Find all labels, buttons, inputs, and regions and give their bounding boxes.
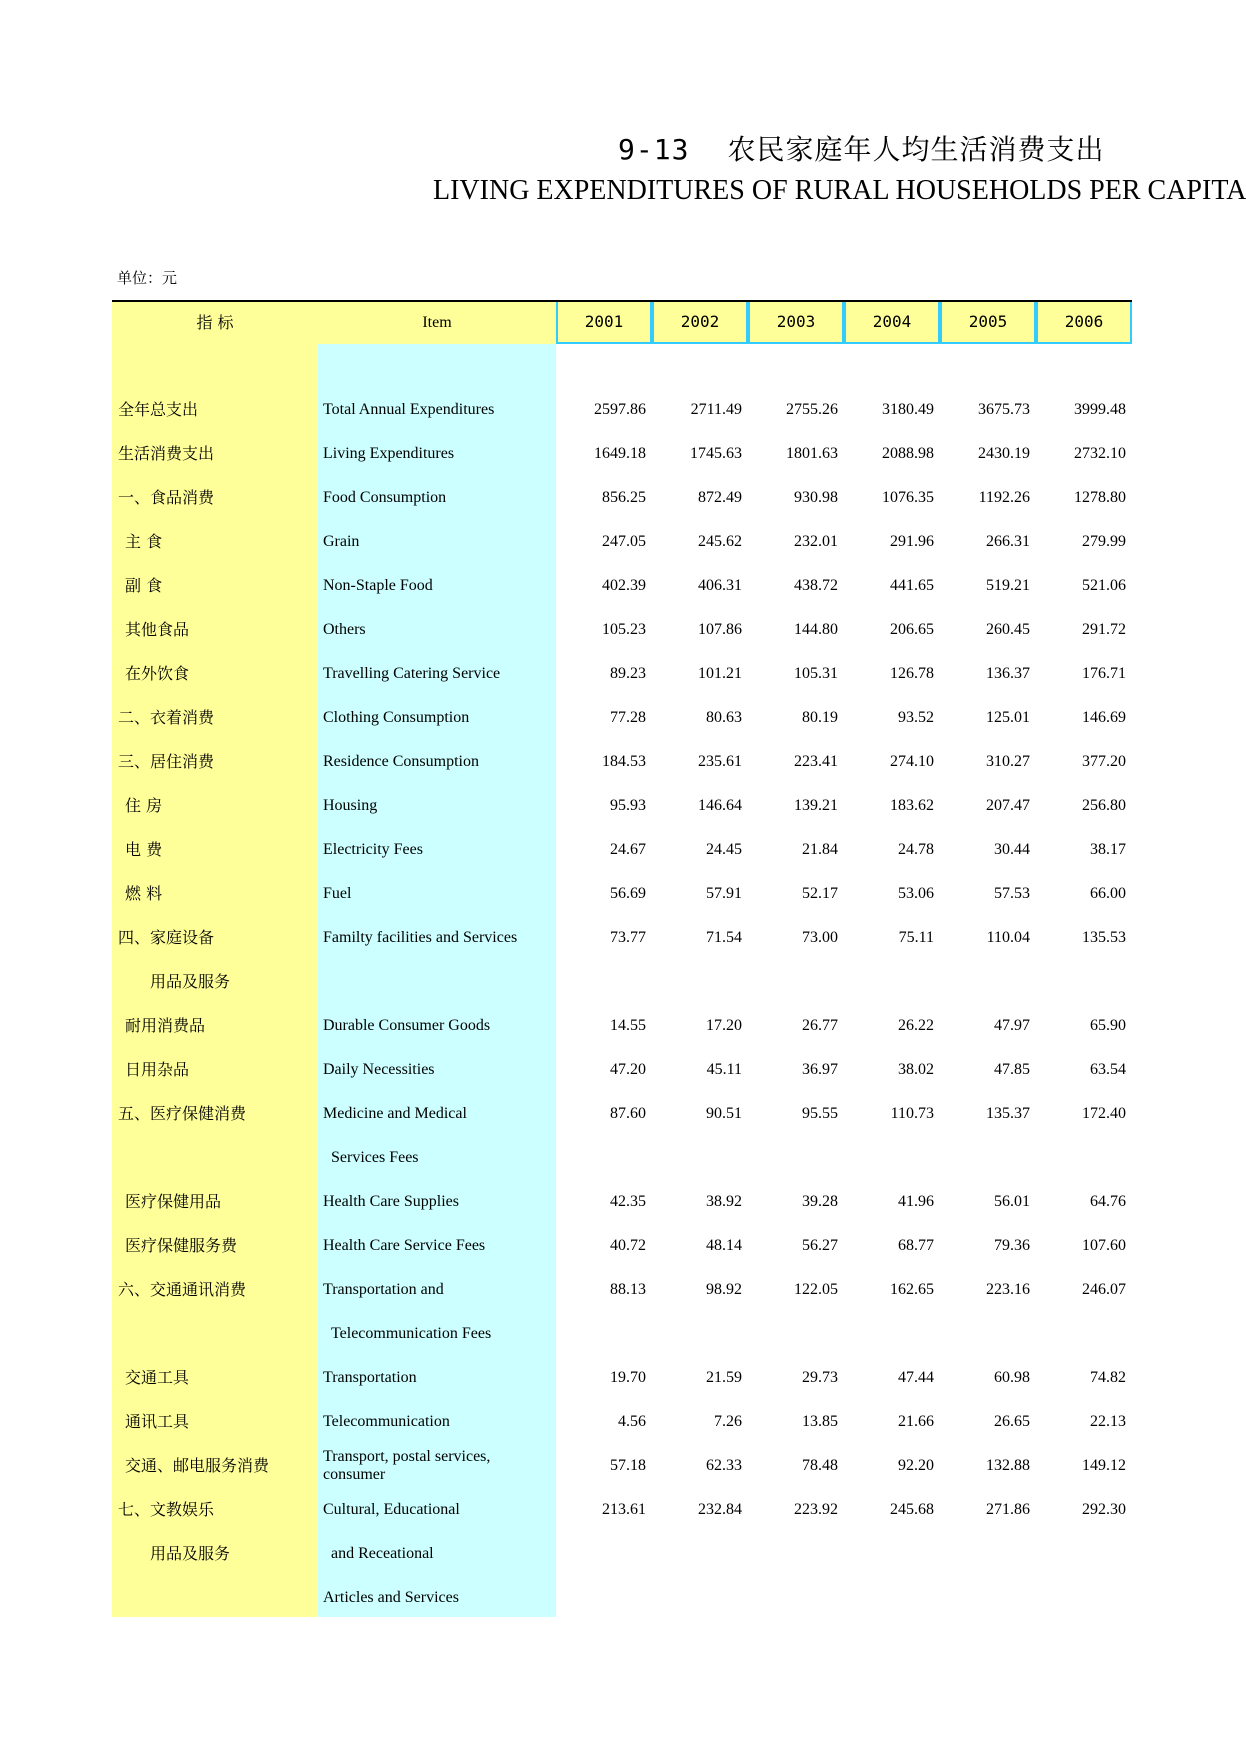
header-indicator: 指 标 xyxy=(196,313,234,332)
value-cell: 56.69 xyxy=(610,885,646,902)
row-label-english: Articles and Services xyxy=(323,1589,459,1606)
value-cell: 1745.63 xyxy=(690,445,742,462)
value-cell: 521.06 xyxy=(1082,577,1126,594)
value-cell: 441.65 xyxy=(890,577,934,594)
row-label-chinese: 医疗保健服务费 xyxy=(125,1236,238,1255)
value-cell: 48.14 xyxy=(706,1237,742,1254)
value-cell: 24.45 xyxy=(706,841,742,858)
table-row xyxy=(112,828,1132,872)
table-row xyxy=(112,740,1132,784)
value-cell: 125.01 xyxy=(986,709,1030,726)
table-row xyxy=(112,1180,1132,1224)
value-cell: 2430.19 xyxy=(978,445,1030,462)
value-cell: 73.00 xyxy=(802,929,838,946)
value-cell: 183.62 xyxy=(890,797,934,814)
row-label-chinese: 电 费 xyxy=(125,840,163,859)
value-cell: 406.31 xyxy=(698,577,742,594)
value-cell: 47.85 xyxy=(994,1061,1030,1078)
value-cell: 107.86 xyxy=(698,621,742,638)
row-label-chinese: 交通工具 xyxy=(125,1368,190,1387)
value-cell: 176.71 xyxy=(1082,665,1126,682)
value-cell: 65.90 xyxy=(1090,1017,1126,1034)
value-cell: 21.59 xyxy=(706,1369,742,1386)
row-label-english: Daily Necessities xyxy=(323,1061,435,1078)
value-cell: 3180.49 xyxy=(882,401,934,418)
value-cell: 245.68 xyxy=(890,1501,934,1518)
value-cell: 402.39 xyxy=(602,577,646,594)
value-cell: 149.12 xyxy=(1082,1457,1126,1474)
row-label-english: Electricity Fees xyxy=(323,841,423,858)
header-item: Item xyxy=(422,314,452,331)
value-cell: 95.55 xyxy=(802,1105,838,1122)
header-year: 2004 xyxy=(844,302,940,344)
row-label-chinese: 在外饮食 xyxy=(125,664,190,683)
table-row xyxy=(112,564,1132,608)
value-cell: 162.65 xyxy=(890,1281,934,1298)
value-cell: 71.54 xyxy=(706,929,742,946)
row-label-chinese: 二、衣着消费 xyxy=(118,708,215,727)
value-cell: 30.44 xyxy=(994,841,1030,858)
row-label-english: Telecommunication Fees xyxy=(331,1325,492,1342)
value-cell: 77.28 xyxy=(610,709,646,726)
value-cell: 63.54 xyxy=(1090,1061,1126,1078)
row-label-english: Food Consumption xyxy=(323,489,447,506)
table-row xyxy=(112,1356,1132,1400)
row-label-chinese: 全年总支出 xyxy=(118,400,199,419)
value-cell: 88.13 xyxy=(610,1281,646,1298)
value-cell: 87.60 xyxy=(610,1105,646,1122)
value-cell: 2755.26 xyxy=(786,401,838,418)
value-cell: 136.37 xyxy=(986,665,1030,682)
table-row xyxy=(112,1136,1132,1180)
page-title-english: LIVING EXPENDITURES OF RURAL HOUSEHOLDS PER CAPITA xyxy=(433,175,1246,206)
row-label-chinese: 四、家庭设备 xyxy=(118,928,215,947)
row-label-english: Familty facilities and Services xyxy=(323,929,518,946)
row-label-chinese: 一、食品消费 xyxy=(118,488,215,507)
value-cell: 122.05 xyxy=(794,1281,838,1298)
row-label-chinese: 六、交通通讯消费 xyxy=(118,1280,247,1299)
value-cell: 146.69 xyxy=(1082,709,1126,726)
value-cell: 53.06 xyxy=(898,885,934,902)
value-cell: 206.65 xyxy=(890,621,934,638)
value-cell: 146.64 xyxy=(698,797,742,814)
value-cell: 29.73 xyxy=(802,1369,838,1386)
value-cell: 144.80 xyxy=(794,621,838,638)
value-cell: 291.96 xyxy=(890,533,934,550)
value-cell: 105.23 xyxy=(602,621,646,638)
header-year: 2003 xyxy=(748,302,844,344)
row-label-chinese: 主 食 xyxy=(125,532,163,551)
header-year: 2001 xyxy=(556,302,652,344)
value-cell: 256.80 xyxy=(1082,797,1126,814)
table-row xyxy=(112,872,1132,916)
value-cell: 41.96 xyxy=(898,1193,934,1210)
row-label-chinese: 其他食品 xyxy=(125,620,190,639)
table-row xyxy=(112,916,1132,960)
title-chinese-text: 农民家庭年人均生活消费支出 xyxy=(727,133,1105,166)
row-label-chinese: 耐用消费品 xyxy=(125,1016,206,1035)
value-cell: 291.72 xyxy=(1082,621,1126,638)
value-cell: 24.67 xyxy=(610,841,646,858)
value-cell: 235.61 xyxy=(698,753,742,770)
table-row xyxy=(112,1268,1132,1312)
table-row xyxy=(112,1048,1132,1092)
row-label-chinese: 住 房 xyxy=(125,796,163,815)
value-cell: 74.82 xyxy=(1090,1369,1126,1386)
value-cell: 13.85 xyxy=(802,1413,838,1430)
value-cell: 4.56 xyxy=(618,1413,646,1430)
value-cell: 213.61 xyxy=(602,1501,646,1518)
value-cell: 1076.35 xyxy=(882,489,934,506)
row-label-english: Telecommunication xyxy=(323,1413,450,1430)
value-cell: 47.97 xyxy=(994,1017,1030,1034)
value-cell: 135.37 xyxy=(986,1105,1030,1122)
value-cell: 2088.98 xyxy=(882,445,934,462)
value-cell: 2597.86 xyxy=(594,401,646,418)
value-cell: 2732.10 xyxy=(1074,445,1126,462)
value-cell: 21.84 xyxy=(802,841,838,858)
value-cell: 184.53 xyxy=(602,753,646,770)
row-label-english: Durable Consumer Goods xyxy=(323,1017,491,1034)
row-label-english: Grain xyxy=(323,533,360,550)
value-cell: 856.25 xyxy=(602,489,646,506)
value-cell: 62.33 xyxy=(706,1457,742,1474)
value-cell: 1649.18 xyxy=(594,445,646,462)
row-label-english: Transport, postal services, consumer xyxy=(323,1448,491,1483)
value-cell: 246.07 xyxy=(1082,1281,1126,1298)
table-row xyxy=(112,960,1132,1004)
value-cell: 135.53 xyxy=(1082,929,1126,946)
value-cell: 39.28 xyxy=(802,1193,838,1210)
row-label-chinese: 三、居住消费 xyxy=(118,752,215,771)
table-row xyxy=(112,784,1132,828)
unit-label: 单位：元 xyxy=(117,269,178,287)
table-number: 9-13 xyxy=(618,133,690,166)
value-cell: 57.18 xyxy=(610,1457,646,1474)
table-row xyxy=(112,1004,1132,1048)
value-cell: 232.01 xyxy=(794,533,838,550)
table-row xyxy=(112,1532,1132,1576)
value-cell: 232.84 xyxy=(698,1501,742,1518)
value-cell: 245.62 xyxy=(698,533,742,550)
table-row xyxy=(112,1444,1132,1488)
row-label-english: Residence Consumption xyxy=(323,753,479,770)
value-cell: 247.05 xyxy=(602,533,646,550)
value-cell: 93.52 xyxy=(898,709,934,726)
value-cell: 17.20 xyxy=(706,1017,742,1034)
value-cell: 66.00 xyxy=(1090,885,1126,902)
table-row xyxy=(112,432,1132,476)
value-cell: 260.45 xyxy=(986,621,1030,638)
value-cell: 79.36 xyxy=(994,1237,1030,1254)
row-label-english: Medicine and Medical xyxy=(323,1105,467,1122)
value-cell: 2711.49 xyxy=(690,401,742,418)
value-cell: 101.21 xyxy=(698,665,742,682)
value-cell: 223.16 xyxy=(986,1281,1030,1298)
row-label-english: Housing xyxy=(323,797,378,814)
value-cell: 26.77 xyxy=(802,1017,838,1034)
row-label-english: Living Expenditures xyxy=(323,445,455,462)
value-cell: 310.27 xyxy=(986,753,1030,770)
value-cell: 438.72 xyxy=(794,577,838,594)
value-cell: 68.77 xyxy=(898,1237,934,1254)
table-row xyxy=(112,652,1132,696)
row-label-english: Services Fees xyxy=(331,1149,419,1166)
value-cell: 47.44 xyxy=(898,1369,934,1386)
value-cell: 930.98 xyxy=(794,489,838,506)
table-row xyxy=(112,1092,1132,1136)
value-cell: 1278.80 xyxy=(1074,489,1126,506)
value-cell: 7.26 xyxy=(714,1413,742,1430)
value-cell: 52.17 xyxy=(802,885,838,902)
row-label-english: Fuel xyxy=(323,885,352,902)
value-cell: 56.01 xyxy=(994,1193,1030,1210)
value-cell: 38.02 xyxy=(898,1061,934,1078)
value-cell: 110.04 xyxy=(986,929,1030,946)
value-cell: 377.20 xyxy=(1082,753,1126,770)
value-cell: 26.22 xyxy=(898,1017,934,1034)
value-cell: 519.21 xyxy=(986,577,1030,594)
row-label-chinese: 用品及服务 xyxy=(150,1544,231,1563)
value-cell: 271.86 xyxy=(986,1501,1030,1518)
value-cell: 3675.73 xyxy=(978,401,1030,418)
value-cell: 38.17 xyxy=(1090,841,1126,858)
value-cell: 95.93 xyxy=(610,797,646,814)
table-row xyxy=(112,1576,1132,1620)
table-row xyxy=(112,1400,1132,1444)
value-cell: 47.20 xyxy=(610,1061,646,1078)
row-label-english: Health Care Supplies xyxy=(323,1193,459,1210)
value-cell: 279.99 xyxy=(1082,533,1126,550)
value-cell: 21.66 xyxy=(898,1413,934,1430)
value-cell: 57.53 xyxy=(994,885,1030,902)
value-cell: 274.10 xyxy=(890,753,934,770)
table-row xyxy=(112,1488,1132,1532)
row-label-english: and Receational xyxy=(331,1545,434,1562)
value-cell: 107.60 xyxy=(1082,1237,1126,1254)
row-label-english: Others xyxy=(323,621,366,638)
value-cell: 42.35 xyxy=(610,1193,646,1210)
value-cell: 14.55 xyxy=(610,1017,646,1034)
row-label-english: Non-Staple Food xyxy=(323,577,433,594)
row-label-english: Total Annual Expenditures xyxy=(323,401,495,418)
row-label-chinese: 副 食 xyxy=(125,576,163,595)
row-label-english: Transportation xyxy=(323,1369,417,1386)
value-cell: 60.98 xyxy=(994,1369,1030,1386)
row-label-english: Health Care Service Fees xyxy=(323,1237,486,1254)
table-row xyxy=(112,1224,1132,1268)
row-label-english: Travelling Catering Service xyxy=(323,665,501,682)
value-cell: 139.21 xyxy=(794,797,838,814)
row-label-chinese: 日用杂品 xyxy=(125,1060,190,1079)
value-cell: 56.27 xyxy=(802,1237,838,1254)
header-year: 2005 xyxy=(940,302,1036,344)
row-label-chinese: 生活消费支出 xyxy=(118,444,215,463)
table-row xyxy=(112,388,1132,432)
value-cell: 78.48 xyxy=(802,1457,838,1474)
value-cell: 80.19 xyxy=(802,709,838,726)
header-year: 2002 xyxy=(652,302,748,344)
value-cell: 89.23 xyxy=(610,665,646,682)
value-cell: 90.51 xyxy=(706,1105,742,1122)
value-cell: 19.70 xyxy=(610,1369,646,1386)
value-cell: 92.20 xyxy=(898,1457,934,1474)
row-label-chinese: 用品及服务 xyxy=(150,972,231,991)
row-label-english: Clothing Consumption xyxy=(323,709,470,726)
value-cell: 872.49 xyxy=(698,489,742,506)
value-cell: 73.77 xyxy=(610,929,646,946)
table-header xyxy=(112,300,1132,344)
row-label-chinese: 五、医疗保健消费 xyxy=(118,1104,247,1123)
header-year: 2006 xyxy=(1036,302,1132,344)
value-cell: 26.65 xyxy=(994,1413,1030,1430)
value-cell: 45.11 xyxy=(706,1061,742,1078)
value-cell: 172.40 xyxy=(1082,1105,1126,1122)
value-cell: 266.31 xyxy=(986,533,1030,550)
value-cell: 223.92 xyxy=(794,1501,838,1518)
value-cell: 38.92 xyxy=(706,1193,742,1210)
row-label-english: Cultural, Educational xyxy=(323,1501,460,1518)
value-cell: 98.92 xyxy=(706,1281,742,1298)
value-cell: 1192.26 xyxy=(978,489,1030,506)
table-row xyxy=(112,696,1132,740)
value-cell: 223.41 xyxy=(794,753,838,770)
value-cell: 292.30 xyxy=(1082,1501,1126,1518)
row-label-chinese: 交通、邮电服务消费 xyxy=(125,1456,270,1475)
value-cell: 64.76 xyxy=(1090,1193,1126,1210)
table-row xyxy=(112,476,1132,520)
table-row xyxy=(112,520,1132,564)
value-cell: 1801.63 xyxy=(786,445,838,462)
value-cell: 126.78 xyxy=(890,665,934,682)
row-label-chinese: 医疗保健用品 xyxy=(125,1192,222,1211)
page-title-chinese xyxy=(618,128,1104,168)
value-cell: 132.88 xyxy=(986,1457,1030,1474)
value-cell: 75.11 xyxy=(898,929,934,946)
row-label-chinese: 燃 料 xyxy=(125,884,163,903)
value-cell: 36.97 xyxy=(802,1061,838,1078)
row-label-chinese: 通讯工具 xyxy=(125,1412,190,1431)
table-row xyxy=(112,608,1132,652)
value-cell: 110.73 xyxy=(890,1105,934,1122)
value-cell: 40.72 xyxy=(610,1237,646,1254)
table-row xyxy=(112,1312,1132,1356)
value-cell: 80.63 xyxy=(706,709,742,726)
value-cell: 105.31 xyxy=(794,665,838,682)
value-cell: 207.47 xyxy=(986,797,1030,814)
value-cell: 24.78 xyxy=(898,841,934,858)
value-cell: 22.13 xyxy=(1090,1413,1126,1430)
row-label-english: Transportation and xyxy=(323,1281,444,1298)
row-label-chinese: 七、文教娱乐 xyxy=(118,1500,215,1519)
value-cell: 57.91 xyxy=(706,885,742,902)
value-cell: 3999.48 xyxy=(1074,401,1126,418)
